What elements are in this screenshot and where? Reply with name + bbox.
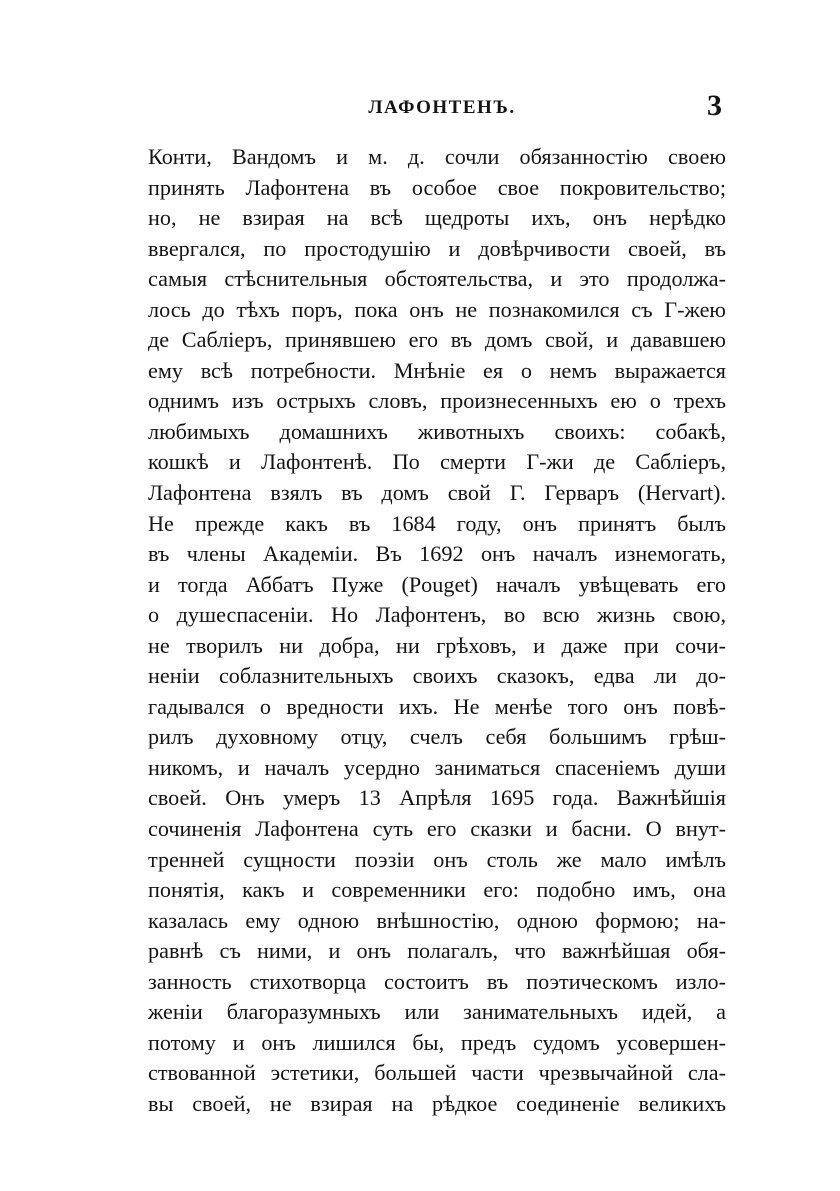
text-line: въ члены Академіи. Въ 1692 онъ началъ изнемогать, <box>148 541 726 567</box>
text-line: но, не взирая на всѣ щедроты ихъ, онъ нерѣдко <box>148 205 726 231</box>
running-title: ЛАФОНТЕНЪ. <box>368 97 516 118</box>
body-text <box>148 142 726 1120</box>
text-line: гадывался о вредности ихъ. Не менѣе того онъ повѣ- <box>148 693 726 719</box>
text-line: и тогда Аббатъ Пуже (Pouget) началъ увѣщевать его <box>148 571 726 597</box>
text-line: однимъ изъ острыхъ словъ, произнесенныхъ ею о трехъ <box>148 388 726 414</box>
text-line: де Саблiеръ, принявшею его въ домъ свой, и дававшею <box>148 327 726 353</box>
text-line: Конти, Вандомъ и м. д. сочли обязанностію своею <box>148 144 726 169</box>
text-line: вы своей, не взирая на рѣдкое соединеніе великихъ <box>148 1090 726 1116</box>
text-line: не творилъ ни добра, ни грѣховъ, и даже при сочи- <box>148 632 726 658</box>
text-line: Не прежде какъ въ 1684 году, онъ принятъ былъ <box>148 510 726 536</box>
text-line: понятія, какъ и современники его: подобно имъ, она <box>148 877 726 903</box>
text-line: кошкѣ и Лафонтенѣ. По смерти Г-жи де Саблiеръ, <box>148 449 726 475</box>
text-line: занность стихотворца состоитъ въ поэтическомъ изло- <box>148 968 726 994</box>
running-head <box>146 89 724 123</box>
text-line: равнѣ съ ними, и онъ полагалъ, что важнѣйшая обя- <box>148 938 726 964</box>
text-line: сочиненія Лафонтена суть его сказки и басни. О внут- <box>148 816 726 842</box>
text-line: никомъ, и началъ усердно заниматься спасеніемъ души <box>148 754 726 780</box>
text-line: женіи благоразумныхъ или занимательныхъ идей, а <box>148 999 726 1025</box>
text-line: самыя стѣснительныя обстоятельства, и это продолжа- <box>148 266 726 292</box>
text-line: тренней сущности поэзіи онъ столь же мало имѣлъ <box>148 846 726 872</box>
text-line: ввергался, по простодушію и довѣрчивости своей, въ <box>148 235 726 261</box>
text-line: своей. Онъ умеръ 13 Апрѣля 1695 года. Важнѣйшія <box>148 785 726 811</box>
text-line: ему всѣ потребности. Мнѣніе ея о немъ выражается <box>148 357 726 383</box>
text-line: о душеспасеніи. Но Лафонтенъ, во всю жизнь свою, <box>148 602 726 628</box>
text-line: неніи соблазнительныхъ своихъ сказокъ, едва ли до- <box>148 663 726 689</box>
text-line: Лафонтена взялъ въ домъ свой Г. Герваръ (Hervart). <box>148 480 726 506</box>
text-line: казалась ему одною внѣшностію, одною формою; на- <box>148 907 726 933</box>
text-line: рилъ духовному отцу, счелъ себя большимъ грѣш- <box>148 724 726 750</box>
text-line: любимыхъ домашнихъ животныхъ своихъ: собакѣ, <box>148 418 726 444</box>
text-line: лось до тѣхъ поръ, пока онъ не познакомился съ Г-жею <box>148 296 726 322</box>
page-number: 3 <box>707 89 722 122</box>
text-line: принять Лафонтена въ особое свое покровительство; <box>148 174 726 200</box>
text-line: потому и онъ лишился бы, предъ судомъ усовершен- <box>148 1029 726 1055</box>
text-line: ствованной эстетики, большей части чрезвычайной сла- <box>148 1060 726 1086</box>
